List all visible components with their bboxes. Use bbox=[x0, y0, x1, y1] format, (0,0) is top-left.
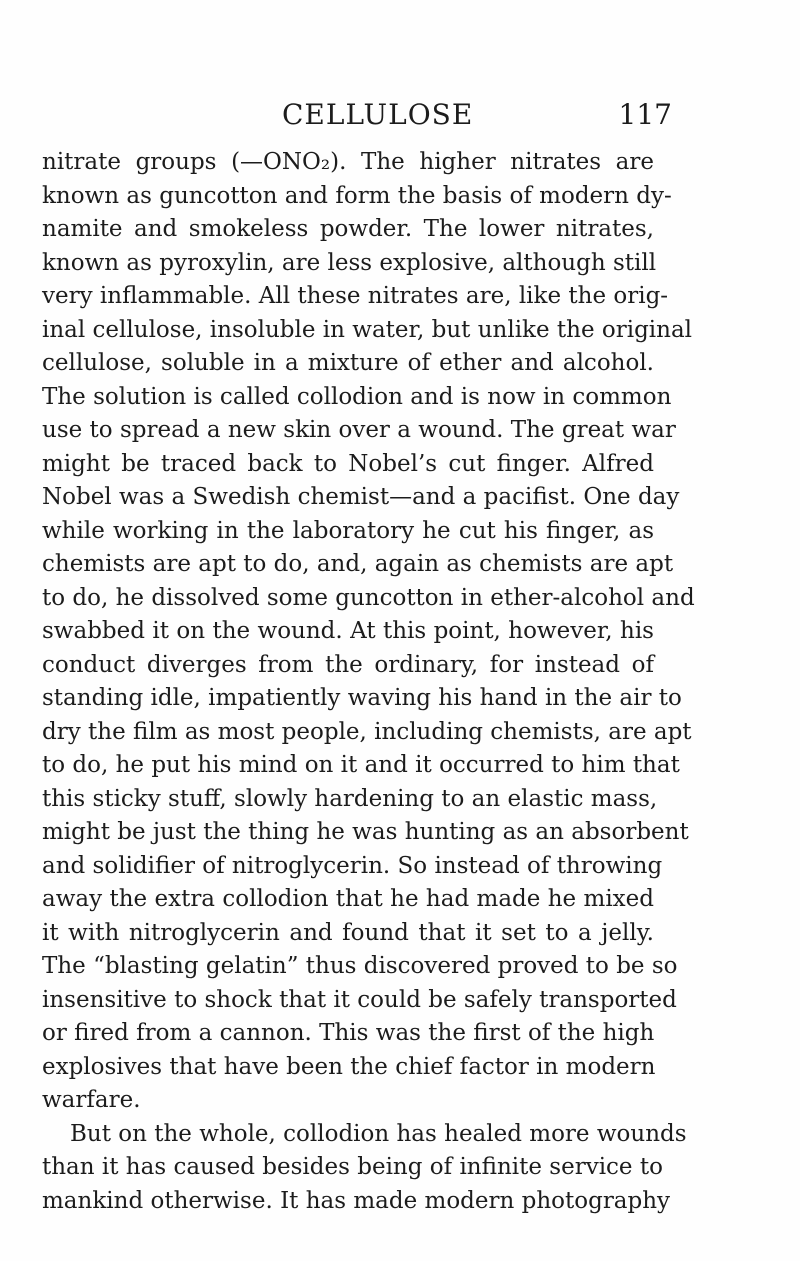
text-line: it with nitroglycerin and found that it set to a jelly. bbox=[42, 919, 654, 946]
text-line: very inflammable. All these nitrates are, like the orig- bbox=[42, 283, 669, 309]
text-line: to do, he dissolved some guncotton in ether-alcohol and bbox=[42, 584, 695, 611]
text-line: The “blasting gelatin” thus discovered proved to be so bbox=[42, 953, 678, 979]
text-line: might be just the thing he was hunting as an absorbent bbox=[42, 819, 689, 845]
running-head bbox=[282, 98, 672, 138]
text-line: to do, he put his mind on it and it occurred to him that bbox=[42, 752, 680, 778]
text-line: away the extra collodion that he had made he mixed bbox=[42, 886, 654, 912]
text-line: swabbed it on the wound. At this point, however, his bbox=[42, 618, 654, 644]
text-line: known as pyroxylin, are less explosive, although still bbox=[42, 249, 657, 276]
text-line: explosives that have been the chief factor in modern bbox=[42, 1053, 656, 1080]
text-line: nitrate groups (—ONO₂). The higher nitrates are bbox=[42, 149, 654, 175]
text-line: cellulose, soluble in a mixture of ether and alcohol. bbox=[42, 350, 654, 376]
text-line: this sticky stuff, slowly hardening to an elastic mass, bbox=[42, 785, 658, 812]
text-line: Nobel was a Swedish chemist—and a pacifist. One day bbox=[42, 484, 680, 510]
text-line: chemists are apt to do, and, again as chemists are apt bbox=[42, 551, 674, 577]
text-line: known as guncotton and form the basis of modern dy- bbox=[42, 182, 672, 209]
text-line: use to spread a new skin over a wound. The great war bbox=[42, 417, 676, 443]
text-line: The solution is called collodion and is now in common bbox=[42, 383, 672, 410]
running-title: CELLULOSE bbox=[282, 98, 474, 131]
text-line: and solidifier of nitroglycerin. So instead of throwing bbox=[42, 852, 663, 879]
text-line: or fired from a cannon. This was the first of the high bbox=[42, 1020, 655, 1046]
text-line: might be traced back to Nobel’s cut finger. Alfred bbox=[42, 450, 654, 477]
text-line: namite and smokeless powder. The lower nitrates, bbox=[42, 216, 654, 242]
text-line: conduct diverges from the ordinary, for instead of bbox=[42, 651, 654, 678]
body-text bbox=[42, 146, 695, 1218]
text-line: But on the whole, collodion has healed more wounds bbox=[70, 1120, 687, 1147]
text-line: than it has caused besides being of infinite service to bbox=[42, 1154, 663, 1180]
text-line: warfare. bbox=[42, 1087, 141, 1113]
text-line: inal cellulose, insoluble in water, but unlike the original bbox=[42, 316, 693, 343]
text-line: standing idle, impatiently waving his hand in the air to bbox=[42, 685, 682, 711]
text-line: mankind otherwise. It has made modern photography bbox=[42, 1187, 671, 1214]
text-line: while working in the laboratory he cut his finger, as bbox=[42, 517, 654, 544]
page-number: 117 bbox=[618, 98, 672, 131]
text-line: dry the film as most people, including chemists, are apt bbox=[42, 718, 692, 745]
text-line: insensitive to shock that it could be safely transported bbox=[42, 986, 677, 1013]
